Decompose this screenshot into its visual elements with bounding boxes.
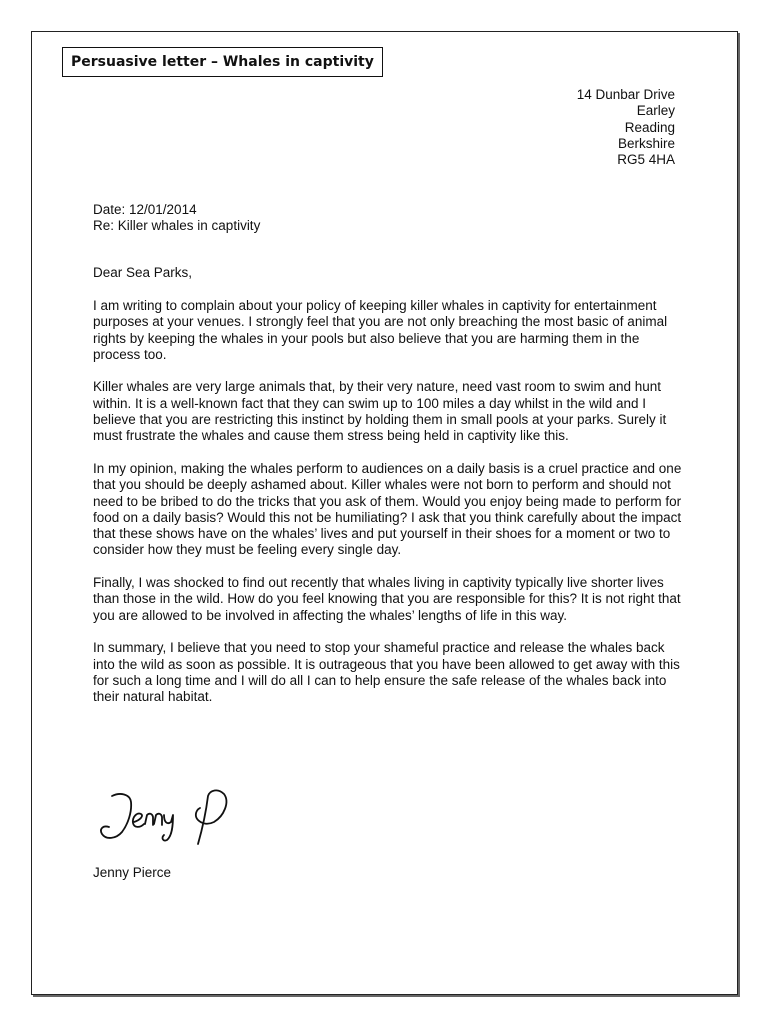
letter-subject: Re: Killer whales in captivity — [93, 218, 261, 234]
body-paragraph: I am writing to complain about your policy of keeping killer whales in captivity for entertainment purposes at your venues. I strongly feel that you are not only breaching the most basic of animal rights by keeping the whales in your pools but also believe that you are harming them in the process too. — [93, 298, 668, 362]
address-line: Berkshire — [617, 135, 675, 151]
letter-body — [93, 298, 683, 722]
letter-date: Date: 12/01/2014 — [93, 202, 197, 217]
handwritten-signature — [98, 782, 238, 848]
address-line: Earley — [636, 103, 675, 119]
signer-name: Jenny Pierce — [93, 865, 172, 880]
sender-address — [577, 87, 675, 168]
body-paragraph: In summary, I believe that you need to stop your shameful practice and release the whales back into the wild as soon as possible. It is outrageous that you have been allowed to get away with this for such a long time and I will do all I can to help ensure the safe release of the whales back into their natural habitat. — [93, 640, 680, 705]
body-paragraph: In my opinion, making the whales perform to audiences on a daily basis is a cruel practice and one that you should be deeply ashamed about. Killer whales were not born to perform and should not need to be bribed to do the tricks that you ask of them. Would you enjoy being made to perform for food on a daily basis? Would this not be humiliating? I ask that you think carefully about the impact that these shows have on the whales’ lives and put yourself in their shoes for a moment or two to consider how they must be feeling every single day. — [93, 460, 682, 558]
address-line: 14 Dunbar Drive — [576, 87, 675, 102]
letter-meta — [93, 202, 260, 235]
address-line: Reading — [624, 119, 675, 135]
body-paragraph: Finally, I was shocked to find out recently that whales living in captivity typically live shorter lives than those in the wild. How do you feel knowing that you are responsible for this? It is not right that you are allowed to be involved in affecting the whales’ lengths of life in this way. — [93, 575, 681, 623]
document-title: Persuasive letter – Whales in captivity — [62, 47, 383, 77]
salutation: Dear Sea Parks, — [93, 265, 193, 280]
address-line: RG5 4HA — [617, 152, 675, 168]
body-paragraph: Killer whales are very large animals that, by their very nature, need vast room to swim and hunt within. It is a well-known fact that they can swim up to 100 miles a day whilst in the wild and I believe that you are restricting this instinct by holding them in small pools at your parks. Surely it must frustrate the whales and cause them stress being held in captivity like this. — [93, 379, 667, 444]
